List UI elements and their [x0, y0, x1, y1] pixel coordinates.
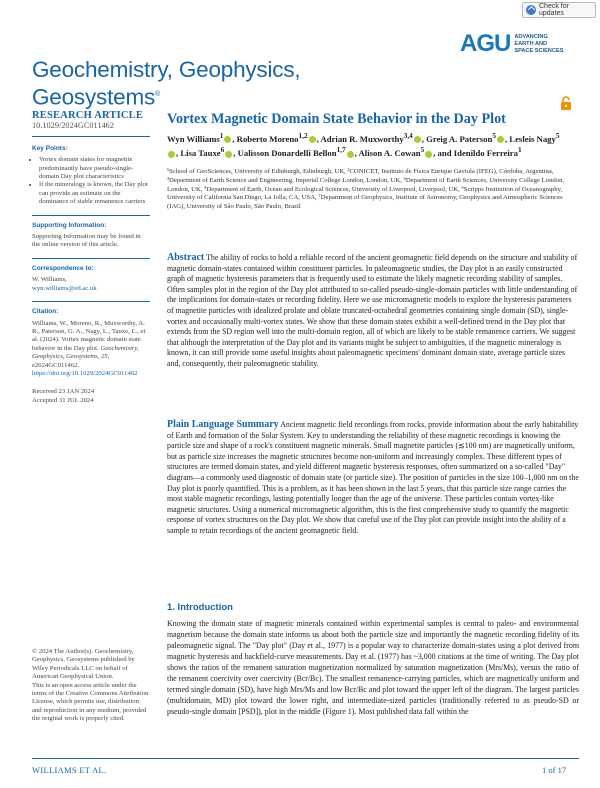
author-affil-sup: 1 [518, 146, 522, 155]
key-points-heading: Key Points: [32, 144, 68, 152]
author-affil-sup: 5 [420, 146, 425, 155]
correspondence-heading: Correspondence to: [32, 264, 94, 272]
orcid-icon[interactable] [347, 151, 354, 158]
citation-body: Williams, W., Moreno, R., Muxworthy, A. R., Paterson, G. A., Nagy, L., Tauxe, L., et al. (2024). Vortex magnetic domain state behavior in the Day plot. [32, 319, 146, 352]
divider [32, 301, 150, 302]
introduction-heading: 1. Introduction [167, 602, 233, 613]
journal-title-line1: Geochemistry, Geophysics, [32, 57, 301, 82]
divider [32, 215, 150, 216]
author-affil-sup: 5 [555, 132, 560, 140]
supporting-text: Supporting Information may be found in the online version of this article. [32, 233, 141, 249]
author-name: , Lisa Tauxe [176, 148, 221, 159]
abstract-text: The ability of rocks to hold a reliable record of the ancient geomagnetic field depends on the structure and stability of magnetic domain-states contained within constituent particles. In paleomagnetic studies, the Day plot is an easily constructed graph of magnetic hysteresis parameters that is frequently used to estimate the likely magnetic recording stability of samples. Often samples plot in the region of the Day plot attributed to so-called pseudo-single-domain particles with little understanding of the implications for domain-states or recording fidelity. Here we use micromagnetic models to explore the hysteresis parameters of magnetite particles with idealized prolate and oblate truncated-octahedral geometries containing single domain (SD), single-vortex and occasionally multi-vortex states. We show that these domain states exhibit a well-defined trend in the Day plot that extends from the SD region well into the multi-domain region, all of which are likely to be stable remanence carriers. We suggest that although the interpretation of the Day plot and its variants might be subject to ambiguities, if the magnetic mineralogy is known, it can still provide some useful insights about paleomagnetic specimens' dominant domain state, average particle sizes and, consequently, their paleomagnetic stability. [167, 253, 578, 368]
orcid-icon[interactable] [224, 136, 231, 143]
supporting-heading: Supporting Information: [32, 221, 107, 229]
publisher-logo [460, 30, 578, 58]
agu-tagline [514, 34, 578, 55]
license-text: This is an open access article under the terms of the Creative Commons Attribution License, which permits use, distribution and reproduction in any medium, provided the original work is properly cited. [32, 681, 149, 723]
author-affil-sup: 3,4 [403, 132, 413, 140]
update-icon [526, 5, 536, 15]
author-name: , and Idenildo Ferreira [433, 148, 518, 159]
trademark-mark: ® [155, 91, 161, 98]
author-name: , Alison A. Cowan [354, 148, 421, 159]
divider [32, 136, 150, 137]
author-name: , Ualisson Donardelli Bellon [233, 148, 337, 159]
orcid-icon[interactable] [425, 151, 432, 158]
author-affil-sup: 1,7 [336, 146, 346, 155]
abstract-label: Abstract [167, 252, 205, 263]
citation-heading: Citation: [32, 308, 59, 316]
author-name: , Greig A. Paterson [421, 133, 493, 144]
accepted-date: Accepted 31 JUL 2024 [32, 396, 94, 404]
agu-tagline-line: ADVANCING [514, 33, 548, 40]
author-name: , Adrian R. Muxworthy [316, 133, 404, 144]
author-name: , Roberto Moreno [232, 133, 299, 144]
license-box [32, 648, 150, 724]
orcid-icon[interactable] [309, 136, 316, 143]
copyright-text: © 2024 The Author(s). Geochemistry, Geophysics, Geosystems published by Wiley Periodicals LLC on behalf of American Geophysical Union. [32, 648, 135, 681]
check-for-updates-label: Check for updates [539, 3, 569, 17]
doi: 10.1029/2024GC011462 [32, 121, 114, 131]
orcid-icon[interactable] [168, 151, 175, 158]
journal-title-line2: Geosystems [32, 84, 156, 110]
plain-language-summary [167, 420, 579, 537]
agu-tagline-line: EARTH AND [514, 40, 548, 47]
orcid-icon[interactable] [497, 136, 504, 143]
received-date: Received 23 JAN 2024 [32, 388, 95, 396]
author-affil-sup: 5 [492, 132, 496, 140]
citation-text [32, 320, 150, 379]
check-for-updates-button[interactable] [522, 2, 596, 18]
key-point: • Vortex domain states for magnetite predominantly have pseudo-single-domain Day plot characteristics [39, 156, 150, 181]
introduction-text: Knowing the domain state of magnetic minerals contained within experimental samples is central to paleo- and environmental magnetism because the domain state informs us about both the particle size and importantly the magnetic recording fidelity of its paleomagnetic signal. The "Day plot" (Day et al., 1977) is a popular way to characterize domain-states using a plot derived from magnetic hysteresis and backfield-curve measurements. Day et al. (1977) has ~3,000 citations at the time of writing. The Day plot shows the ratios of the remanent saturation magnetization normalized by saturation magnetization (Mrs/Ms), versus the ratio of the remanent coercivity over coercivity (Bcr/Bc). The smallest remanence-carrying particles, which are magnetically uniform and termed single domain (SD), have high Mrs/Ms and low Bcr/Bc and plot toward the upper left of the diagram. The largest particles (multidomain, MD) plot toward the lower right, and intermediate-sized particles (traditionally referred to as pseudo-SD or pseudo-single domain [PSD]), plot in the middle (Figure 1). Most published data fall within the [167, 619, 579, 716]
page-number: 1 of 17 [542, 765, 567, 775]
author-name: , Lesleis Nagy [504, 133, 556, 144]
journal-title [32, 57, 300, 110]
key-points-list [32, 156, 150, 206]
key-point: • If the mineralogy is known, the Day plot can provide an estimate on the dominance of stable remanence carriers [39, 181, 150, 206]
affiliations: ¹School of GeoSciences, University of Edinburgh, Edinburgh, UK, ²CONICET, Instituto de Física Enrique Gaviola (IFEG), Córdoba, Argentina, ³Department of Earth Science and Engineering, Imperial College London, London, UK, ⁴Department of Earth Sciences, University College London, London, UK, ⁵Department of Earth, Ocean and Ecological Sciences, University of Liverpool, Liverpool, UK, ⁶Scripps Institution of Oceanography, University of California San Diego, La Jolla, CA, USA, ⁷Department of Geophysics, Institute of Astronomy, Geophysics and Atmospheric Sciences (IAG), University of São Paulo, São Paulo, Brazil [167, 168, 565, 211]
sidebar [32, 112, 150, 405]
article-type: RESEARCH ARTICLE [32, 110, 144, 121]
author-name: Wyn Williams [167, 133, 220, 144]
author-affil-sup: 1 [219, 132, 224, 140]
agu-tagline-line: SPACE SCIENCES [514, 47, 564, 54]
citation-doi-link[interactable]: https://doi.org/10.1029/2024GC011462 [32, 369, 138, 377]
footer-authors: WILLIAMS ET AL. [32, 765, 107, 775]
divider [32, 258, 150, 259]
article-title: Vortex Magnetic Domain State Behavior in the Day Plot [167, 111, 506, 127]
author-affil-sup: 6 [220, 146, 225, 155]
open-access-lock-icon [560, 96, 572, 110]
citation-journal: Geochemistry, Geophysics, Geosystems, 25, [32, 344, 139, 361]
correspondence-email-link[interactable]: wyn.williams@ed.ac.uk [32, 284, 97, 292]
agu-logo-text: AGU [460, 30, 511, 57]
abstract-section [167, 253, 579, 370]
orcid-icon[interactable] [414, 136, 421, 143]
author-affil-sup: 1,2 [298, 132, 308, 140]
pls-text: Ancient magnetic field recordings from rocks, provide information about the early habitability of Earth and formation of the Solar System. Key to understanding the reliability of these magnetic recordings is knowing the particle size and shape of a rock's constituent magnetic minerals. Small magnetite particles (≲100 nm) are magnetically uniform, but as particle size increases the magnetic structures become non-uniform and increasingly complex. These different types of structures are termed domain states, and yield different magnetic hysteresis responses, often summarized on a so-called "Day" diagram—a commonly used diagnostic of domain state (or particle size). The position of particles in the size 100–1,000 nm on the Day plot is poorly quantified. This is a problem, as it has been shown in the last 5 years, that this particle size range carries the most stable magnetic recordings, lasting potentially longer than the age of the universe. These particles contain vortex-like magnetic structures. Using a numerical micromagnetic algorithm, this is the first comprehensive study to quantify the magnetic response of vortex structures on the Day plot. We show that careful use of the Day plot can provide insight into the ability of a sample to retain recordings of the ancient geomagnetic field. [167, 420, 579, 535]
citation-tail: e2024GC011462. [32, 361, 80, 369]
footer-divider [32, 758, 579, 759]
orcid-icon[interactable] [225, 151, 232, 158]
pls-label: Plain Language Summary [167, 419, 279, 430]
author-list [167, 131, 567, 159]
correspondence-name: W. Williams, [32, 276, 67, 284]
